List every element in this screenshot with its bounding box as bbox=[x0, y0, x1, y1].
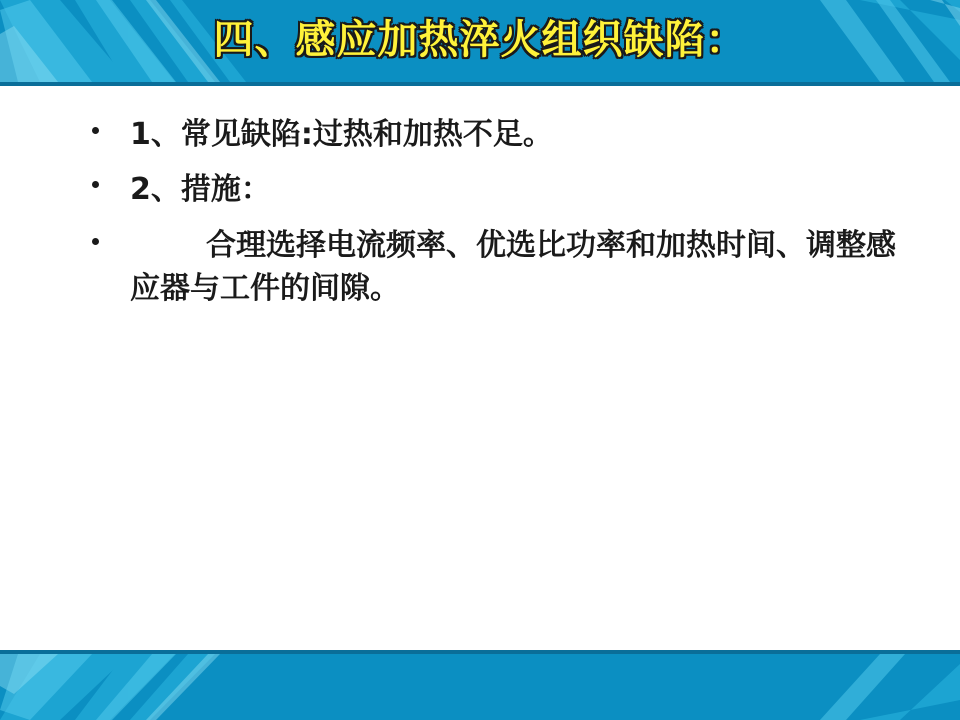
list-item-text: 2、措施： bbox=[130, 171, 271, 207]
footer-ray-pattern-icon bbox=[0, 654, 960, 720]
slide-body bbox=[0, 100, 960, 322]
list-item-text: 1、常见缺陷:过热和加热不足。 bbox=[130, 117, 553, 152]
slide-footer-banner bbox=[0, 654, 960, 720]
page-title: 四、感应加热淬火组织缺陷： bbox=[213, 17, 747, 63]
bullet-dot-icon bbox=[92, 181, 99, 188]
list-item bbox=[0, 114, 960, 157]
header-divider bbox=[0, 82, 960, 86]
list-item bbox=[0, 169, 960, 212]
bullet-dot-icon bbox=[92, 127, 99, 134]
slide-header-banner bbox=[0, 0, 960, 82]
list-item bbox=[0, 225, 960, 310]
list-item-body: 合理选择电流频率、优选比功率和加热时间、调整感应器与工件的间隙。 bbox=[130, 228, 896, 306]
bullet-dot-icon bbox=[92, 238, 99, 245]
list-item-text bbox=[130, 225, 900, 310]
bullet-list bbox=[0, 114, 960, 310]
